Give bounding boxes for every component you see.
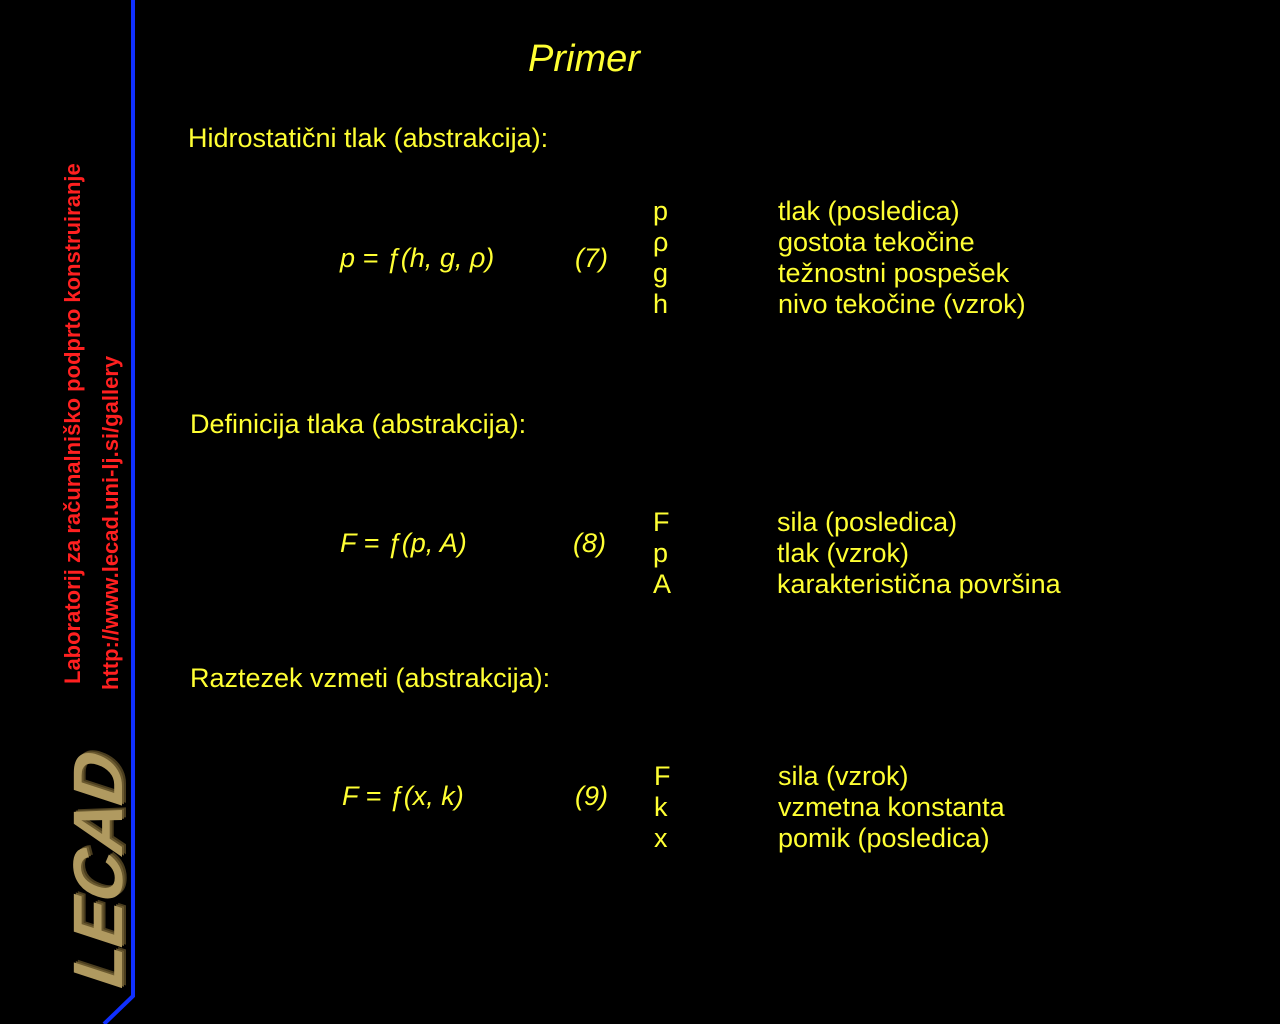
variable-description: karakteristična površina [777,569,1061,599]
variable-symbol: ρ [653,227,669,257]
variable-description: gostota tekočine [778,227,975,257]
variable-list-spring [654,761,671,854]
formula-spring: F = ƒ(x, k) [342,781,464,811]
variable-description: tlak (vzrok) [777,538,910,568]
section-heading-spring: Raztezek vzmeti (abstrakcija): [190,663,551,693]
gallery-url-text: http://www.lecad.uni-lj.si/gallery [98,355,123,690]
variable-symbol: x [654,823,668,853]
variable-symbol: h [653,289,669,319]
page-title: Primer [528,38,640,80]
variable-symbol: A [653,569,672,599]
variable-description: nivo tekočine (vzrok) [778,289,1026,319]
variable-descriptions-pressure [777,507,1061,600]
variable-symbol: p [653,538,669,568]
variable-description: tlak (posledica) [778,196,960,226]
equation-number-7: (7) [575,243,608,273]
variable-symbol: g [653,258,669,288]
variable-symbol: p [653,196,669,226]
variable-description: sila (posledica) [777,507,958,537]
formula-pressure: F = ƒ(p, A) [340,528,467,558]
section-heading-pressure: Definicija tlaka (abstrakcija): [190,409,527,439]
variable-symbol: F [653,507,670,537]
variable-descriptions-hydrostatic [778,196,1026,320]
equation-number-8: (8) [573,528,606,558]
sidebar [0,0,140,1024]
variable-symbol: k [654,792,668,822]
formula-hydrostatic: p = ƒ(h, g, ρ) [340,243,495,273]
lecad-logo: LECAD [59,741,137,998]
section-heading-hydrostatic: Hidrostatični tlak (abstrakcija): [188,123,549,153]
variable-description: pomik (posledica) [778,823,990,853]
equation-number-9: (9) [575,781,608,811]
variable-description: sila (vzrok) [778,761,909,791]
variable-list-hydrostatic [653,196,668,320]
variable-symbol: F [654,761,671,791]
variable-description: vzmetna konstanta [778,792,1005,822]
variable-descriptions-spring [778,761,1005,854]
lab-name-text: Laboratorij za računalniško podprto konstruiranje [60,163,85,684]
variable-list-pressure [653,507,671,600]
variable-description: težnostni pospešek [778,258,1010,288]
